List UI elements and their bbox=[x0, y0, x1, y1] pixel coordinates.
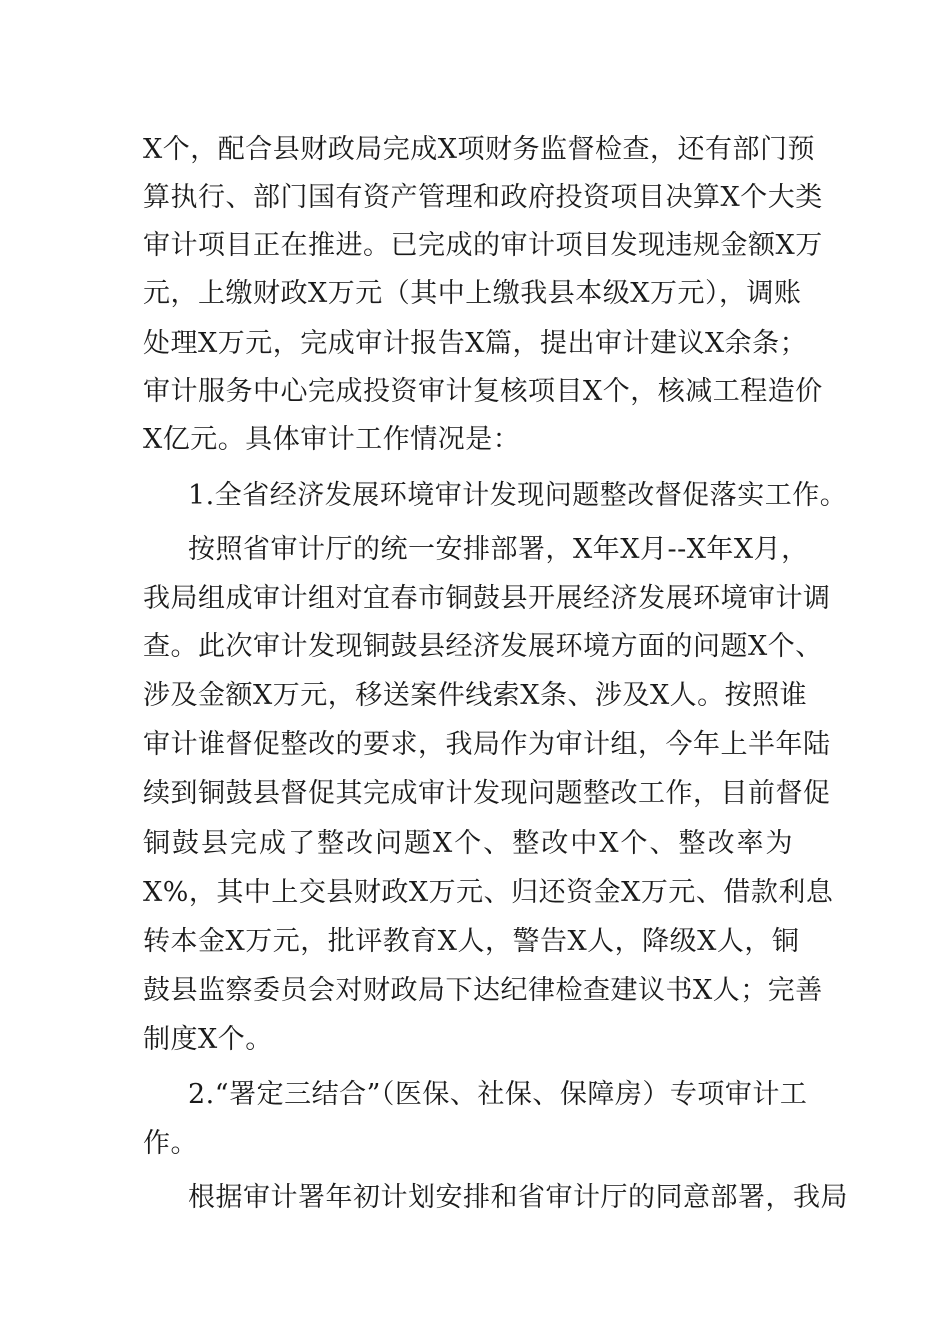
text-line: 审计项目正在推进。已完成的审计项目发现违规金额X万 bbox=[143, 230, 823, 261]
text-line: 审计谁督促整改的要求，我局作为审计组，今年上半年陆 bbox=[143, 729, 831, 760]
text-line: 制度X个。 bbox=[143, 1024, 273, 1055]
text-line: 鼓县监察委员会对财政局下达纪律检查建议书X人；完善 bbox=[143, 975, 823, 1006]
text-line: 我局组成审计组对宜春市铜鼓县开展经济发展环境审计调 bbox=[143, 583, 831, 614]
text-line: 查。此次审计发现铜鼓县经济发展环境方面的问题X个、 bbox=[143, 631, 823, 662]
text-line: 算执行、部门国有资产管理和政府投资项目决算X个大类 bbox=[143, 182, 823, 213]
text-line: 涉及金额X万元，移送案件线索X条、涉及X人。按照谁 bbox=[143, 680, 808, 711]
text-line: X个，配合县财政局完成X项财务监督检查，还有部门预 bbox=[143, 134, 815, 165]
text-line: 作。 bbox=[143, 1128, 198, 1159]
text-line: 转本金X万元，批评教育X人，警告X人，降级X人，铜 bbox=[143, 926, 800, 957]
section-heading-1: 1.全省经济发展环境审计发现问题整改督促落实工作。 bbox=[188, 480, 848, 511]
text-line: 元，上缴财政X万元（其中上缴我县本级X万元），调账 bbox=[143, 278, 802, 309]
text-line: X亿元。具体审计工作情况是： bbox=[143, 424, 521, 455]
text-line: 根据审计署年初计划安排和省审计厅的同意部署，我局 bbox=[188, 1182, 848, 1213]
text-line: 处理X万元，完成审计报告X篇，提出审计建议X余条； bbox=[143, 328, 808, 359]
text-line: X%，其中上交县财政X万元、归还资金X万元、借款利息 bbox=[143, 877, 834, 908]
text-line: 铜鼓县完成了整改问题X个、整改中X个、整改率为 bbox=[143, 828, 795, 859]
text-line: 续到铜鼓县督促其完成审计发现问题整改工作，目前督促 bbox=[143, 778, 831, 809]
text-line: 按照省审计厅的统一安排部署，X年X月--X年X月， bbox=[188, 534, 809, 565]
section-heading-2: 2.“署定三结合”（医保、社保、保障房）专项审计工 bbox=[188, 1079, 808, 1110]
text-line: 审计服务中心完成投资审计复核项目X个，核减工程造价 bbox=[143, 376, 823, 407]
